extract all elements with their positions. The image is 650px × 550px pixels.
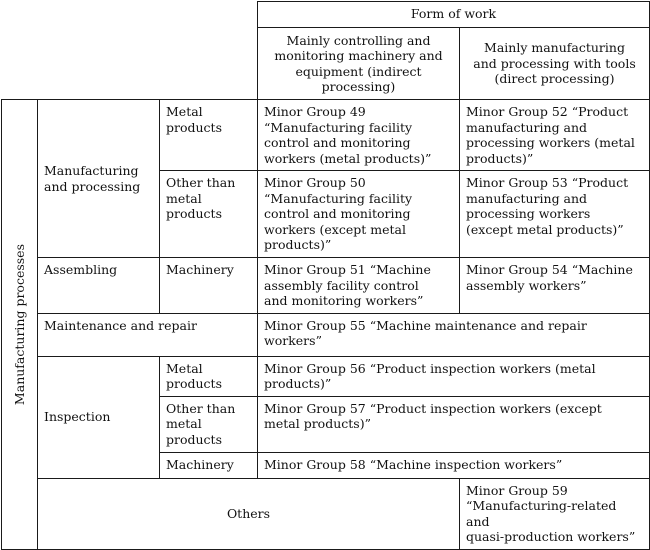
direct-processing-label: Mainly manufacturing and processing with tools (direct processing) [473, 40, 636, 87]
minor-group-57-cell [258, 396, 650, 452]
occupation-classification-table [1, 1, 650, 550]
minor-group-55: Minor Group 55 “Machine maintenance and repair workers” [264, 317, 587, 348]
minor-group-56-cell [258, 356, 650, 396]
minor-group-50-cell [258, 171, 460, 258]
minor-group-54: Minor Group 54 “Machine assembly workers” [466, 262, 633, 293]
minor-group-49-cell [258, 100, 460, 171]
subcategory-label: Other than metal products [166, 175, 236, 221]
process-maintenance-cell [38, 313, 258, 356]
form-of-work-header [258, 2, 650, 28]
subcategory-label: Other than metal products [166, 400, 236, 447]
minor-group-59-cell [460, 478, 650, 549]
minor-group-50: Minor Group 50 “Manufacturing facility control and monitoring workers (except metal products)” [264, 175, 413, 252]
minor-group-59: Minor Group 59 “Manufacturing-related and quasi-production workers” [466, 482, 636, 544]
indirect-processing-label: Mainly controlling and monitoring machinery and equipment (indirect processing) [274, 32, 443, 94]
minor-group-49: Minor Group 49 “Manufacturing facility control and monitoring workers (metal products)” [264, 104, 432, 166]
indirect-processing-header [258, 28, 460, 100]
corner-cell [2, 2, 258, 100]
subcategory-label: Metal products [166, 104, 222, 135]
process-maintenance-label: Maintenance and repair [44, 317, 197, 333]
subcategory-other-metal-cell [160, 396, 258, 452]
minor-group-58: Minor Group 58 “Machine inspection workers” [264, 456, 563, 472]
manufacturing-processes-label: Manufacturing processes [11, 243, 27, 405]
minor-group-52-cell [460, 100, 650, 171]
minor-group-56: Minor Group 56 “Product inspection workers (metal products)” [264, 360, 596, 391]
process-assembling-cell [38, 258, 160, 314]
minor-group-51-cell [258, 258, 460, 314]
manufacturing-processes-side-cell [2, 100, 38, 550]
process-manufacturing-label: Manufacturing and processing [44, 163, 141, 194]
minor-group-54-cell [460, 258, 650, 314]
minor-group-53-cell [460, 171, 650, 258]
minor-group-57: Minor Group 57 “Product inspection workers (except metal products)” [264, 400, 602, 431]
minor-group-58-cell [258, 452, 650, 478]
process-manufacturing-cell [38, 100, 160, 258]
direct-processing-header [460, 28, 650, 100]
minor-group-55-cell [258, 313, 650, 356]
process-assembling-label: Assembling [44, 262, 118, 277]
subcategory-metal-cell [160, 100, 258, 171]
subcategory-label: Machinery [166, 456, 234, 472]
minor-group-53: Minor Group 53 “Product manufacturing and processing workers (except metal products)” [466, 175, 629, 237]
minor-group-52: Minor Group 52 “Product manufacturing and processing workers (metal products)” [466, 104, 635, 166]
process-others-label: Others [226, 505, 271, 521]
subcategory-label: Machinery [166, 262, 234, 277]
process-inspection-label: Inspection [44, 409, 111, 425]
subcategory-machinery-cell [160, 258, 258, 314]
process-others-cell [38, 478, 460, 549]
subcategory-machinery-cell [160, 452, 258, 478]
form-of-work-label: Form of work [410, 6, 497, 21]
subcategory-metal-cell [160, 356, 258, 396]
subcategory-other-metal-cell [160, 171, 258, 258]
subcategory-label: Metal products [166, 360, 222, 391]
minor-group-51: Minor Group 51 “Machine assembly facility control and monitoring workers” [264, 262, 431, 308]
process-inspection-cell [38, 356, 160, 478]
